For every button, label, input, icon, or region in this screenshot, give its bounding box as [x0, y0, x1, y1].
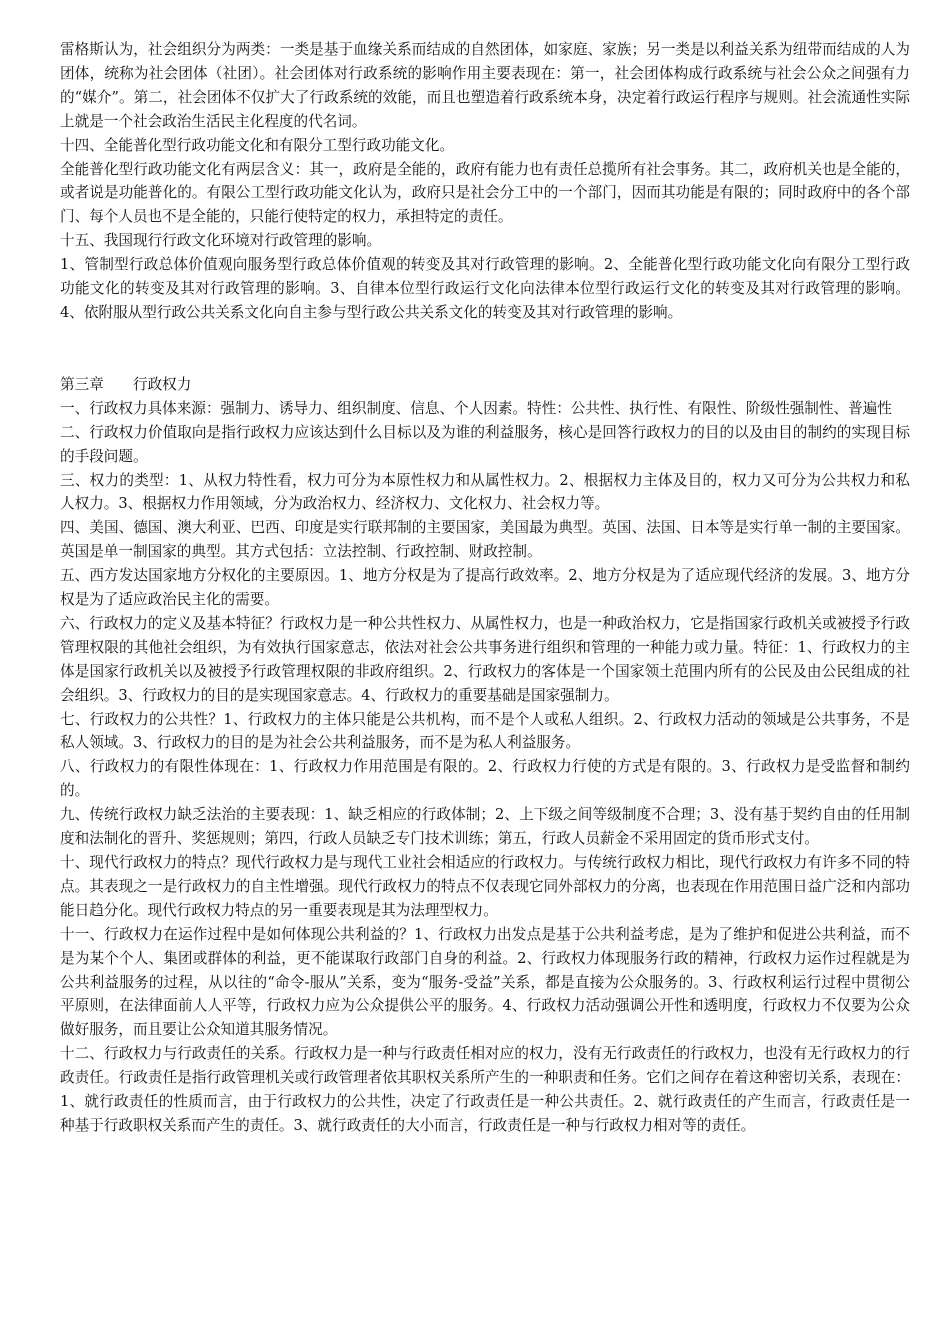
paragraph-item-4: 四、美国、德国、澳大利亚、巴西、印度是实行联邦制的主要国家，美国最为典型。英国、法国、日本等是实行单一制的主要国家。英国是单一制国家的典型。其方式包括：立法控制、行政控制、财政控制。: [60, 519, 910, 561]
paragraph-item-5: 五、西方发达国家地方分权化的主要原因。1、地方分权是为了提高行政效率。2、地方分权是为了适应现代经济的发展。3、地方分权是为了适应政治民主化的需要。: [60, 567, 910, 609]
paragraph-item-2: 二、行政权力价值取向是指行政权力应该达到什么目标以及为谁的利益服务，核心是回答行政权力的目的以及由目的制约的实现目标的手段问题。: [60, 423, 910, 465]
paragraph-item-1: 一、行政权力具体来源：强制力、诱导力、组织制度、信息、个人因素。特性：公共性、执行性、有限性、阶级性强制性、普遍性: [60, 399, 892, 417]
paragraph-item-9: 九、传统行政权力缺乏法治的主要表现：1、缺乏相应的行政体制；2、上下级之间等级制度不合理；3、没有基于契约自由的任用制度和法制化的晋升、奖惩规则；第四，行政人员缺乏专门技术训练；第五，行政人员薪金不采用固定的货币形式支付。: [60, 806, 910, 848]
paragraph-item-3: 三、权力的类型：1、从权力特性看，权力可分为本原性权力和从属性权力。2、根据权力主体及目的，权力又可分为公共权力和私人权力。3、根据权力作用领域，分为政治权力、经济权力、文化权力、社会权力等。: [60, 471, 910, 513]
blank-line-spacer: [60, 325, 910, 373]
paragraph-item-11: 十一、行政权力在运作过程中是如何体现公共利益的？1、行政权力出发点是基于公共利益考虑，是为了维护和促进公共利益，而不是为某个个人、集团或群体的利益，更不能谋取行政部门自身的利益。2、行政权力体现服务行政的精神，行政权力运作过程就是为公共利益服务的过程，从以往的“命令-服从”关系，变为“服务-受益”关系，都是直接为公众服务的。3、行政权利运行过程中贯彻公平原则，在法律面前人人平等，行政权力应为公众提供公平的服务。4、行政权力活动强调公开性和透明度，行政权力不仅要为公众做好服务，而且要让公众知道其服务情况。: [60, 925, 910, 1039]
document-page: [60, 38, 910, 1138]
chapter-heading: 第三章 行政权力: [60, 375, 192, 393]
paragraph-item-10: 十、现代行政权力的特点？现代行政权力是与现代工业社会相适应的行政权力。与传统行政权力相比，现代行政权力有许多不同的特点。其表现之一是行政权力的自主性增强。现代行政权力的特点不仅表现它同外部权力的分离，也表现在作用范围日益广泛和内部功能日趋分化。现代行政权力特点的另一重要表现是其为法理型权力。: [60, 854, 910, 919]
paragraph-item-8: 八、行政权力的有限性体现在：1、行政权力作用范围是有限的。2、行政权力行使的方式是有限的。3、行政权力是受监督和制约的。: [60, 758, 910, 800]
heading-item-14: 十四、全能普化型行政功能文化和有限分工型行政功能文化。: [60, 136, 455, 154]
paragraph-item-7: 七、行政权力的公共性？1、行政权力的主体只能是公共机构，而不是个人或私人组织。2、行政权力活动的领域是公共事务，不是私人领域。3、行政权力的目的是为社会公共利益服务，而不是为私人利益服务。: [60, 710, 910, 752]
paragraph-item-6: 六、行政权力的定义及基本特征？行政权力是一种公共性权力、从属性权力，也是一种政治权力，它是指国家行政机关或被授予行政管理权限的其他社会组织，为有效执行国家意志，依法对社会公共事务进行组织和管理的一种能力或力量。特征：1、行政权力的主体是国家行政机关以及被授予行政管理权限的非政府组织。2、行政权力的客体是一个国家领土范围内所有的公民及由公民组成的社会组织。3、行政权力的目的是实现国家意志。4、行政权力的重要基础是国家强制力。: [60, 614, 910, 704]
paragraph-function-culture: 全能普化型行政功能文化有两层含义：其一，政府是全能的，政府有能力也有责任总揽所有社会事务。其二，政府机关也是全能的，或者说是功能普化的。有限公工型行政功能文化认为，政府只是社会分工中的一个部门，因而其功能是有限的；同时政府中的各个部门、每个人员也不是全能的，只能行使特定的权力，承担特定的责任。: [60, 160, 910, 226]
paragraph-cultural-environment: 1、管制型行政总体价值观向服务型行政总体价值观的转变及其对行政管理的影响。2、全能普化型行政功能文化向有限分工型行政功能文化的转变及其对行政管理的影响。3、自律本位型行政运行文化向法律本位型行政运行文化的转变及其对行政管理的影响。4、依附服从型行政公共关系文化向自主参与型行政公共关系文化的转变及其对行政管理的影响。: [60, 256, 910, 321]
paragraph-item-12: 十二、行政权力与行政责任的关系。行政权力是一种与行政责任相对应的权力，没有无行政责任的行政权力，也没有无行政权力的行政责任。行政责任是指行政管理机关或行政管理者依其职权关系所产生的一种职责和任务。它们之间存在着这种密切关系，表现在：1、就行政责任的性质而言，由于行政权力的公共性，决定了行政责任是一种公共责任。2、就行政责任的产生而言，行政责任是一种基于行政职权关系而产生的责任。3、就行政责任的大小而言，行政责任是一种与行政权力相对等的责任。: [60, 1045, 910, 1134]
paragraph-social-groups: 雷格斯认为，社会组织分为两类：一类是基于血缘关系而结成的自然团体，如家庭、家族；另一类是以利益关系为纽带而结成的人为团体，统称为社会团体（社团）。社会团体对行政系统的影响作用主要表现在：第一，社会团体构成行政系统与社会公众之间强有力的“媒介”。第二，社会团体不仅扩大了行政系统的效能，而且也塑造着行政系统本身，决定着行政运行程序与规则。社会流通性实际上就是一个社会政治生活民主化程度的代名词。: [60, 41, 910, 130]
heading-item-15: 十五、我国现行行政文化环境对行政管理的影响。: [60, 232, 382, 250]
